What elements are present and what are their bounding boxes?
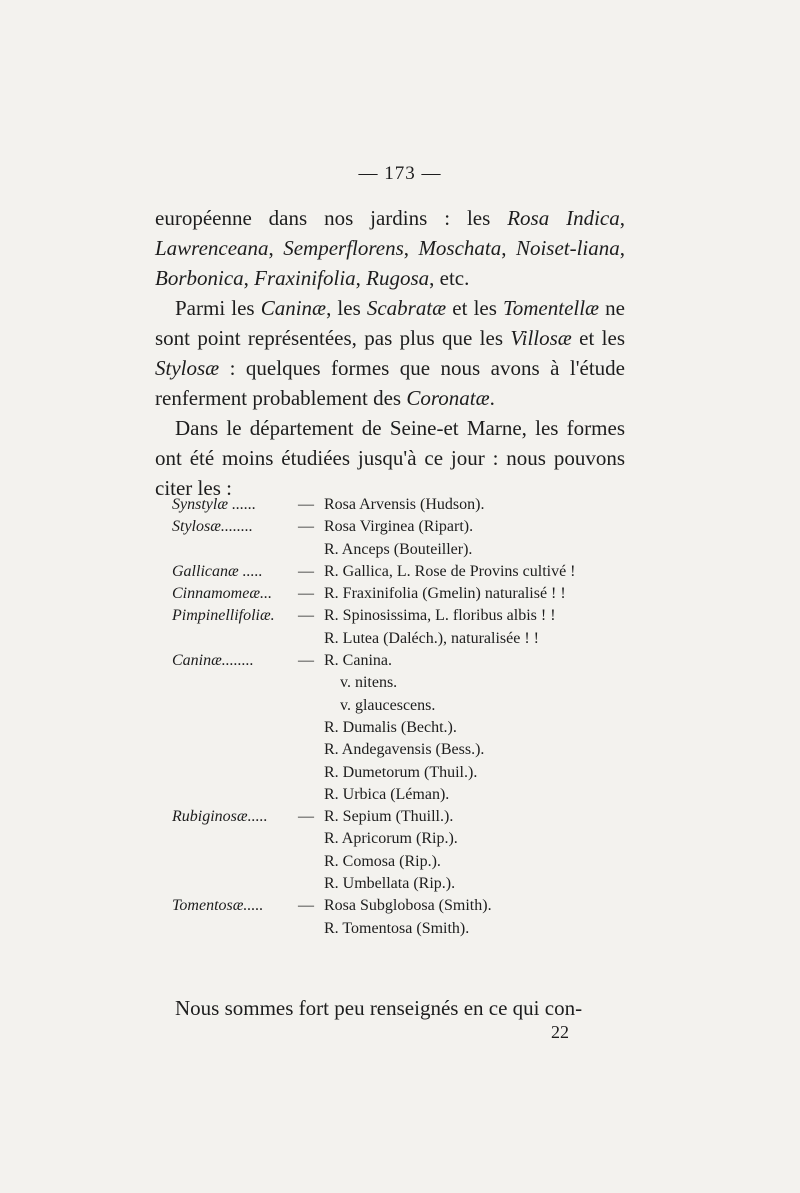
group-name: Synstylæ ...... [172, 496, 256, 513]
species-name: R. Umbellata (Rip.). [324, 875, 456, 893]
group-name: Rubiginosæ..... [172, 808, 268, 826]
list-item [172, 561, 632, 583]
species-name: R. Lutea (Daléch.), naturalisée ! ! [324, 629, 540, 647]
closing-line: Nous sommes fort peu renseignés en ce qui con- [175, 996, 583, 1020]
dash: — [298, 607, 314, 625]
text-run: européenne dans nos jardins : les [155, 206, 508, 230]
list-item [172, 605, 632, 627]
text-run: , [619, 206, 625, 230]
italic-run: Rugosa [366, 266, 430, 290]
dash: — [298, 518, 314, 536]
text-run: , etc. [429, 266, 470, 290]
group-name: Tomentosæ..... [172, 897, 264, 915]
list-item [172, 717, 632, 739]
italic-run: Lawrenceana [155, 236, 269, 260]
dash: — [298, 562, 314, 580]
paragraph-2 [155, 293, 625, 413]
list-item [172, 494, 632, 516]
text-run: : quelques formes que nous avons à l'étude renferment probablement des [155, 356, 625, 410]
dash: — [298, 652, 314, 670]
species-name: R. Canina. [324, 652, 392, 670]
dash: — [298, 897, 314, 915]
text-run: et les [571, 326, 626, 350]
species-name: R. Dumetorum (Thuil.). [324, 763, 478, 781]
list-item [172, 895, 632, 917]
italic-run: Noiset-liana [515, 236, 620, 260]
italic-run: Tomentellæ [503, 296, 600, 320]
list-item [172, 873, 632, 895]
list-item [172, 762, 632, 784]
list-item [172, 672, 632, 694]
text-run: ne sont point représentées, pas plus que les [155, 296, 626, 350]
group-name: Caninæ........ [172, 652, 254, 670]
italic-run: Semperflorens [283, 236, 404, 260]
group-name: Cinnamomeæ... [172, 585, 272, 603]
paragraph-1 [155, 203, 625, 293]
text-run: et les [446, 296, 503, 320]
text-run: Parmi les [175, 296, 261, 320]
species-name: R. Fraxinifolia (Gmelin) naturalisé ! ! [324, 585, 566, 603]
body-text [155, 203, 625, 503]
species-name: R. Tomentosa (Smith). [324, 919, 470, 937]
species-name: R. Sepium (Thuill.). [324, 808, 454, 826]
species-name: Rosa Subglobosa (Smith). [324, 897, 492, 915]
species-list [172, 494, 632, 940]
group-name: Stylosæ........ [172, 518, 253, 536]
italic-run: Scabratæ [366, 296, 447, 320]
text-run: , [268, 236, 284, 260]
group-name: Pimpinellifoliæ. [172, 607, 275, 625]
species-name: R. Andegavensis (Bess.). [324, 741, 485, 759]
italic-run: Caninæ [260, 296, 327, 320]
species-name: Rosa Virginea (Ripart). [324, 518, 474, 536]
list-item [172, 539, 632, 561]
text-run: , [403, 236, 419, 260]
italic-run: Moschata [418, 236, 502, 260]
dash: — [298, 585, 314, 603]
species-name: v. nitens. [340, 674, 398, 692]
species-name: v. glaucescens. [340, 696, 436, 714]
species-name: R. Urbica (Léman). [324, 785, 450, 803]
italic-run: Coronatæ [406, 386, 490, 410]
list-item [172, 806, 632, 828]
text-run: , [501, 236, 516, 260]
species-name: Rosa Arvensis (Hudson). [324, 496, 485, 513]
species-name: R. Gallica, L. Rose de Provins cultivé ! [324, 562, 576, 580]
species-name: R. Apricorum (Rip.). [324, 830, 458, 848]
italic-run: Borbonica [155, 266, 244, 290]
signature-mark: 22 [551, 1022, 569, 1042]
list-item [172, 918, 632, 940]
text-run: , [243, 266, 255, 290]
species-name: R. Spinosissima, L. floribus albis ! ! [324, 607, 556, 625]
italic-run: Villosæ [510, 326, 572, 350]
italic-run: Rosa Indica [507, 206, 620, 230]
text-run: , [355, 266, 367, 290]
italic-run: Fraxinifolia [254, 266, 356, 290]
list-item [172, 583, 632, 605]
text-run: . [489, 386, 495, 410]
group-name: Gallicanæ ..... [172, 562, 263, 580]
dash: — [298, 808, 314, 826]
list-item [172, 695, 632, 717]
list-item [172, 516, 632, 538]
list-item [172, 784, 632, 806]
list-item [172, 650, 632, 672]
page-number-header: — 173 — [358, 163, 442, 184]
list-item [172, 739, 632, 761]
paragraph-3: Dans le département de Seine-et Marne, les formes ont été moins étudiées jusqu'à ce jour : nous pouvons citer les : [155, 416, 625, 500]
list-item [172, 628, 632, 650]
list-item [172, 851, 632, 873]
italic-run: Stylosæ [155, 356, 220, 380]
species-name: R. Dumalis (Becht.). [324, 718, 457, 736]
species-name: R. Anceps (Bouteiller). [324, 540, 473, 558]
text-run: , [619, 236, 626, 260]
dash: — [298, 496, 314, 513]
text-run: , les [326, 296, 367, 320]
list-item [172, 828, 632, 850]
species-name: R. Comosa (Rip.). [324, 852, 441, 870]
